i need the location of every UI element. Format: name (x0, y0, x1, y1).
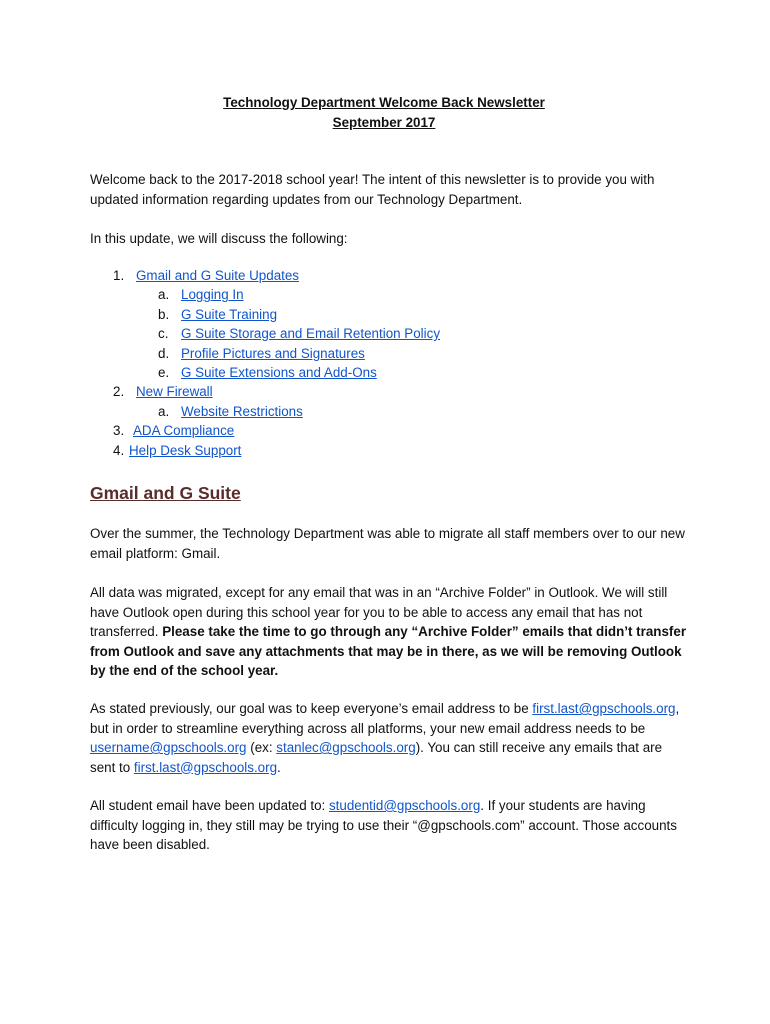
student-email-paragraph (90, 796, 690, 855)
toc-link-website-restrictions[interactable]: Website Restrictions (181, 403, 303, 419)
text-span: All student email have been updated to: (90, 798, 329, 813)
email-address-paragraph (90, 699, 690, 777)
email-link-example[interactable]: stanlec@gpschools.org (276, 740, 416, 755)
migration-paragraph: Over the summer, the Technology Department was able to migrate all staff members over to our new email platform: Gmail. (90, 526, 685, 561)
text-span: As stated previously, our goal was to keep everyone’s email address to be (90, 701, 533, 716)
archive-bold-text: Please take the time to go through any “Archive Folder” emails that didn’t transfer from Outlook and save any attachments that may be in there, as we will be removing Outlook by the end of the school year. (90, 624, 687, 678)
toc-letter: a. (158, 403, 170, 419)
toc-link-new-firewall[interactable]: New Firewall (136, 384, 213, 400)
toc-number: 2. (113, 384, 125, 400)
section-heading: Gmail and G Suite (90, 483, 241, 503)
text-span: (ex: (246, 740, 277, 755)
text-span: . (277, 759, 281, 775)
toc-link-logging-in[interactable]: Logging In (181, 287, 244, 303)
toc-letter: d. (158, 345, 170, 361)
toc-link-extensions-add-ons[interactable]: G Suite Extensions and Add-Ons (181, 364, 377, 380)
toc-number: 4. (113, 442, 125, 458)
toc-letter: c. (158, 326, 169, 342)
text-span: . If your students are having difficulty logging in, they still may be trying to use their “@gpschools.com” account. Those accounts have been disabled. (90, 798, 677, 852)
archive-text: All data was migrated, except for any email that was in an “Archive Folder” in Outlook. We will still have Outlook open during this school year for you to be able to access any email that has not transferred. (90, 585, 668, 639)
archive-paragraph (90, 583, 690, 681)
text-span: , but in order to streamline everything across all platforms, your new email address needs to be (90, 701, 680, 736)
toc-link-gmail-g-suite-updates[interactable]: Gmail and G Suite Updates (136, 268, 300, 283)
text-span: ). You can still receive any emails that are sent to (90, 740, 663, 775)
toc-letter: b. (158, 306, 170, 322)
email-link-studentid[interactable]: studentid@gpschools.org (328, 798, 481, 813)
intro-paragraph: Welcome back to the 2017-2018 school year! The intent of this newsletter is to provide you with updated information regarding updates from our Technology Department. (90, 172, 655, 207)
toc-number: 3. (113, 423, 125, 439)
toc-letter: a. (158, 287, 170, 303)
toc-link-storage-retention-policy[interactable]: G Suite Storage and Email Retention Policy (181, 326, 441, 342)
toc-link-g-suite-training[interactable]: G Suite Training (181, 306, 278, 322)
toc-link-profile-pictures-signatures[interactable]: Profile Pictures and Signatures (181, 345, 365, 361)
discuss-paragraph: In this update, we will discuss the following: (90, 231, 348, 246)
title-line-1: Technology Department Welcome Back Newsletter (223, 95, 545, 110)
newsletter-title (90, 93, 678, 132)
title-line-2: September 2017 (332, 114, 436, 130)
email-link-first-last[interactable]: first.last@gpschools.org (532, 701, 676, 716)
email-link-username[interactable]: username@gpschools.org (90, 740, 247, 755)
toc-link-help-desk-support[interactable]: Help Desk Support (129, 442, 242, 458)
email-link-first-last-2[interactable]: first.last@gpschools.org (133, 759, 278, 775)
toc-letter: e. (158, 364, 170, 380)
toc-number: 1. (113, 268, 125, 283)
toc-link-ada-compliance[interactable]: ADA Compliance (133, 423, 235, 439)
